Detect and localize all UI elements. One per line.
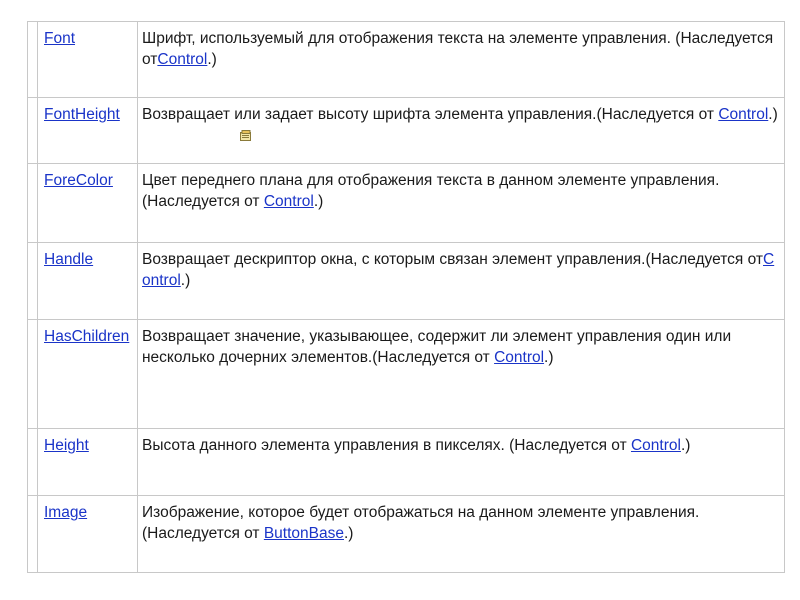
- table-row: [28, 22, 785, 98]
- description-tail: .): [180, 272, 191, 289]
- control-link[interactable]: Control: [142, 251, 775, 289]
- properties-table-container: [27, 21, 785, 573]
- table-row: [28, 98, 785, 164]
- description-text: Возвращает значение, указывающее, содержит ли элемент управления один или несколько дочерних элементов.(Наследуется от: [142, 328, 732, 366]
- description-text: Высота данного элемента управления в пикселях. (Наследуется от: [142, 437, 631, 454]
- description-tail: .): [344, 525, 354, 542]
- description-tail: .): [207, 51, 217, 68]
- property-link-fontheight[interactable]: FontHeight: [44, 106, 120, 123]
- property-name-cell: [38, 98, 138, 164]
- table-row: [28, 320, 785, 429]
- control-link[interactable]: Control: [630, 437, 681, 454]
- description-tail: .): [313, 193, 324, 210]
- property-description-cell: [138, 22, 785, 98]
- property-description-cell: [138, 320, 785, 429]
- property-description-cell: [138, 243, 785, 320]
- property-name-cell: [38, 164, 138, 243]
- properties-table: [27, 21, 785, 573]
- control-link[interactable]: Control: [157, 51, 208, 68]
- description-tail: .): [680, 437, 691, 454]
- description-text: Шрифт, используемый для отображения текста на элементе управления. (Наследуется от: [142, 30, 774, 68]
- table-row: [28, 164, 785, 243]
- property-link-haschildren[interactable]: HasChildren: [44, 328, 130, 345]
- row-gutter: [28, 243, 38, 320]
- row-gutter: [28, 164, 38, 243]
- property-name-cell: [38, 320, 138, 429]
- property-link-height[interactable]: Height: [44, 437, 89, 454]
- description-text: Возвращает или задает высоту шрифта элемента управления.(Наследуется от: [142, 106, 719, 123]
- property-description-cell: [138, 98, 785, 164]
- description-text: Возвращает дескриптор окна, с которым связан элемент управления.(Наследуется от: [142, 251, 763, 268]
- property-name-cell: [38, 22, 138, 98]
- property-description-cell: [138, 429, 785, 496]
- control-link[interactable]: Control: [718, 106, 769, 123]
- description-text: Цвет переднего плана для отображения текста в данном элементе управления.(Наследуется от: [142, 172, 720, 210]
- property-link-font[interactable]: Font: [44, 30, 76, 47]
- property-description-cell: [138, 164, 785, 243]
- row-gutter: [28, 429, 38, 496]
- row-gutter: [28, 22, 38, 98]
- description-text: Изображение, которое будет отображаться на данном элементе управления.(Наследуется от: [142, 504, 700, 542]
- note-icon: [240, 130, 252, 141]
- description-tail: .): [544, 349, 554, 366]
- row-gutter: [28, 320, 38, 429]
- table-row: [28, 496, 785, 573]
- buttonbase-link[interactable]: ButtonBase: [263, 525, 344, 542]
- property-name-cell: [38, 496, 138, 573]
- property-link-image[interactable]: Image: [44, 504, 88, 521]
- table-row: [28, 243, 785, 320]
- property-link-forecolor[interactable]: ForeColor: [44, 172, 113, 189]
- property-link-handle[interactable]: Handle: [44, 251, 94, 268]
- table-row: [28, 429, 785, 496]
- description-tail: .): [768, 106, 778, 123]
- row-gutter: [28, 98, 38, 164]
- property-name-cell: [38, 243, 138, 320]
- control-link[interactable]: Control: [263, 193, 314, 210]
- property-description-cell: [138, 496, 785, 573]
- property-name-cell: [38, 429, 138, 496]
- row-gutter: [28, 496, 38, 573]
- control-link[interactable]: Control: [494, 349, 545, 366]
